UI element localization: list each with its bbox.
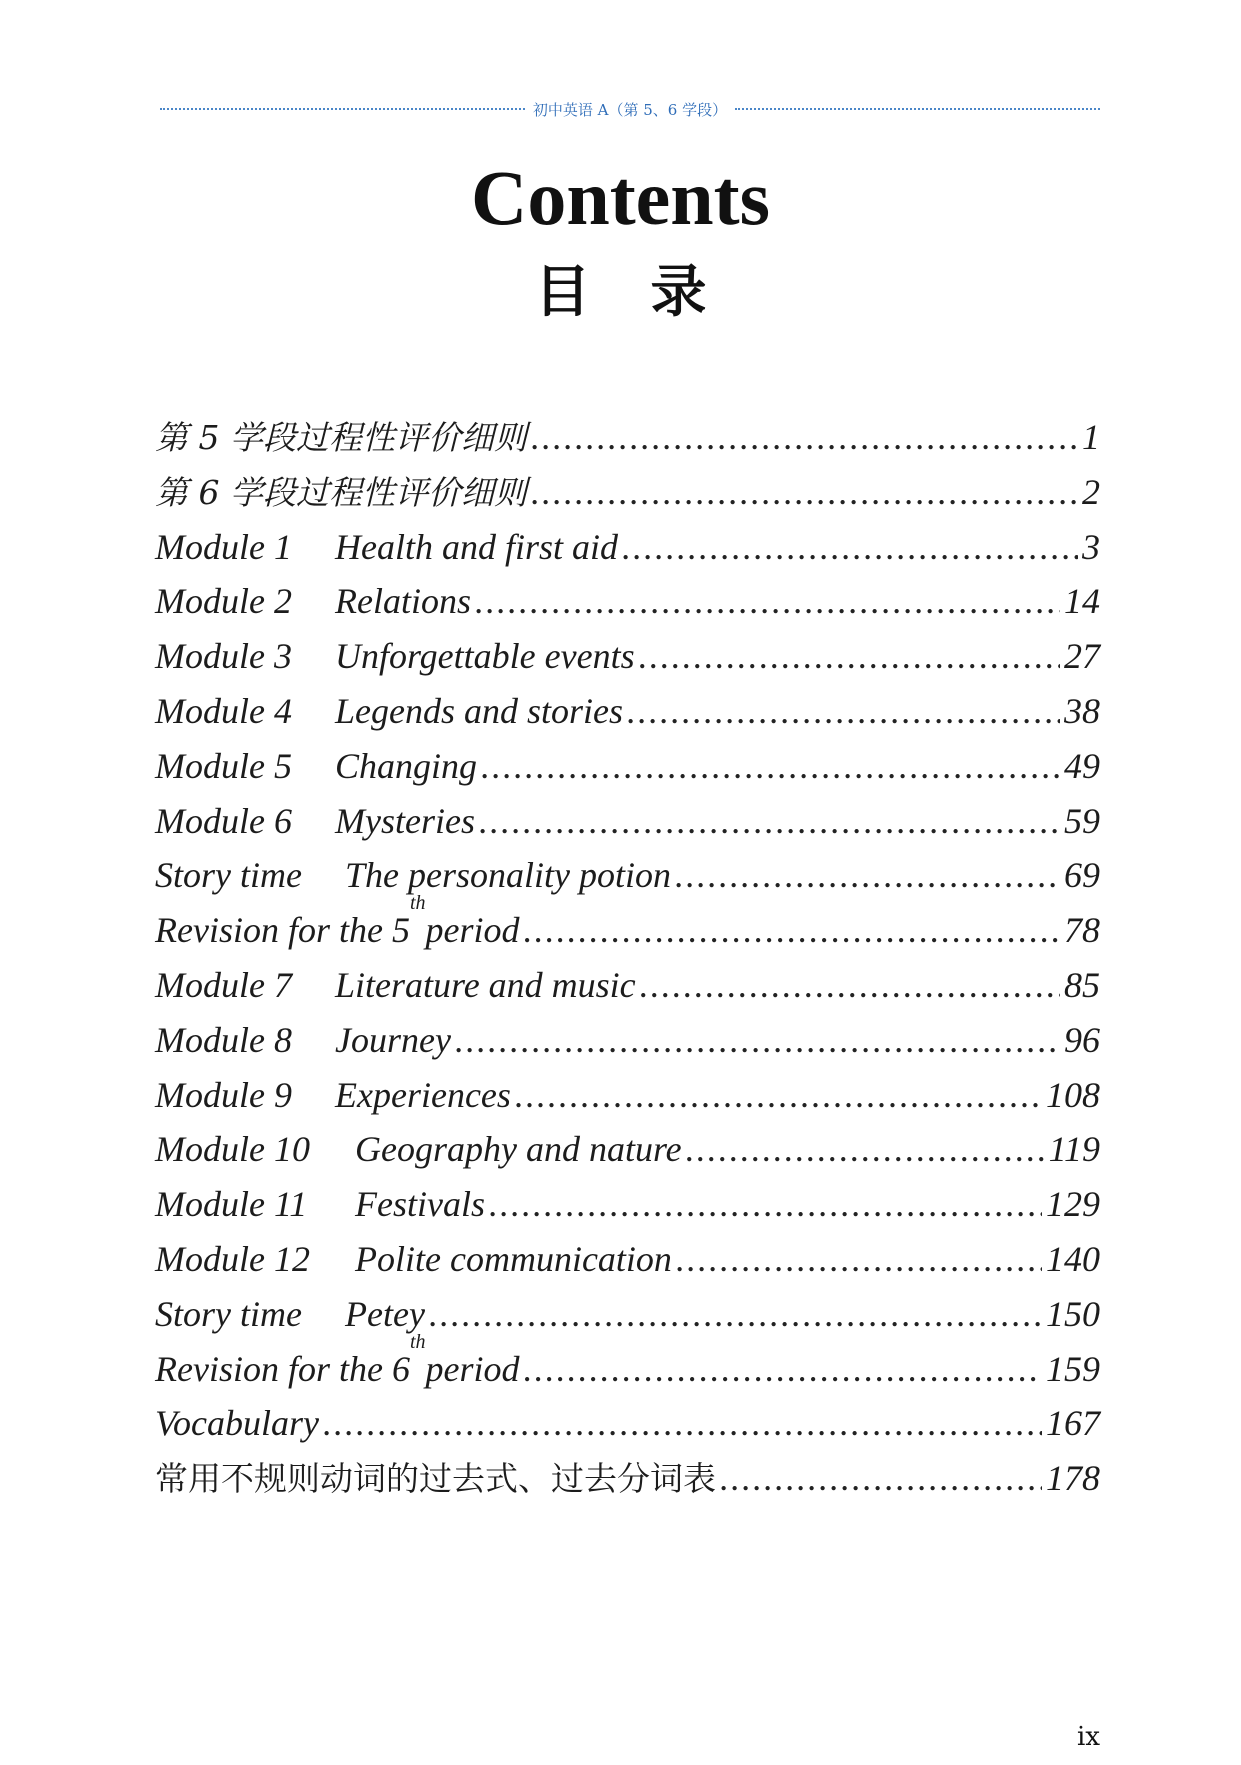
dot-leader [675,848,1060,902]
toc-entry-title: Polite communication [355,1238,672,1279]
toc-entry-label [155,520,618,574]
page-subtitle: 目录 [534,260,767,325]
toc-entry-title: Mysteries [335,800,475,841]
dot-leader [531,410,1078,464]
toc-entry-title: Geography and nature [355,1129,682,1170]
toc-entry-page: 2 [1082,471,1100,512]
toc-entry-page: 96 [1064,1019,1100,1060]
dot-leader [627,684,1060,738]
toc-entry-module: Module 3 [155,636,292,677]
toc-entry-label [155,1177,485,1231]
header-rule-left [160,108,525,110]
toc-entry-title: Changing [335,745,478,786]
toc-entry-label [155,684,623,738]
dot-leader [524,1342,1042,1396]
toc-entry-title: Journey [335,1019,451,1060]
toc-entry-title: Unforgettable events [335,636,635,677]
toc-entry-module: Module 8 [155,1019,292,1060]
toc-entry-title: Literature and music [335,964,636,1005]
dot-leader [531,465,1078,519]
toc-entry-label [155,739,477,793]
toc-entry[interactable] [155,465,1100,520]
toc-entry-page: 178 [1046,1458,1100,1499]
dot-leader [640,958,1060,1012]
toc-entry-title: Vocabulary [155,1403,319,1444]
running-header [160,94,1100,124]
toc-entry-module: Module 2 [155,581,292,622]
toc-entry-module: Module 5 [155,745,292,786]
toc-entry-label [155,794,475,848]
dot-leader [455,1013,1060,1067]
dot-leader [720,1451,1042,1505]
dot-leader [479,794,1060,848]
toc-entry-label [155,1013,451,1067]
toc-entry-title: Petey [345,1293,425,1334]
toc-entry[interactable] [155,1177,1100,1232]
toc-entry[interactable] [155,1451,1100,1506]
toc-entry[interactable] [155,520,1100,575]
dot-leader [639,629,1060,683]
page-title: Contents [470,154,770,241]
toc-entry-title: 第 6 学段过程性评价细则 [155,472,527,512]
table-of-contents [155,410,1100,1506]
toc-entry[interactable] [155,1232,1100,1287]
toc-entry[interactable] [155,684,1100,739]
toc-entry-label [155,892,520,957]
toc-entry[interactable] [155,794,1100,849]
toc-entry-page: 167 [1046,1403,1100,1444]
toc-entry-module: Module 9 [155,1074,292,1115]
toc-entry[interactable] [155,574,1100,629]
toc-entry-label [155,958,636,1012]
dot-leader [524,903,1060,957]
toc-entry[interactable] [155,1013,1100,1068]
toc-entry[interactable] [155,892,1100,958]
toc-entry-title: Legends and stories [335,690,623,731]
toc-entry[interactable] [155,1287,1100,1342]
toc-entry-page: 69 [1064,855,1100,896]
dot-leader [323,1396,1042,1450]
toc-entry[interactable] [155,739,1100,794]
toc-entry-label [155,466,527,520]
page-number: ⅸ [1077,1722,1100,1751]
toc-entry-title: Relations [335,581,471,622]
toc-entry-label [155,1330,520,1396]
toc-entry-page: 3 [1082,526,1100,567]
toc-entry[interactable] [155,1330,1100,1397]
toc-entry-superscript: th [409,892,426,915]
toc-entry-page: 49 [1064,745,1100,786]
toc-entry-page: 119 [1048,1129,1100,1170]
toc-entry-module: Module 12 [155,1238,310,1279]
toc-entry-module: Module 7 [155,964,292,1005]
toc-entry-superscript: th [409,1330,426,1353]
toc-entry-page: 129 [1046,1184,1100,1225]
toc-entry-module: Story time [155,855,302,896]
header-rule-right [735,108,1100,110]
toc-entry[interactable] [155,958,1100,1013]
dot-leader [481,739,1060,793]
toc-entry[interactable] [155,410,1100,465]
toc-entry-title: Experiences [335,1074,511,1115]
toc-entry-title: The personality potion [345,855,671,896]
toc-entry-module: Module 10 [155,1129,310,1170]
toc-entry-page: 85 [1064,964,1100,1005]
toc-entry[interactable] [155,629,1100,684]
toc-entry[interactable] [155,848,1100,903]
dot-leader [676,1232,1042,1286]
toc-entry-page: 159 [1046,1348,1100,1389]
toc-entry-page: 140 [1046,1238,1100,1279]
dot-leader [429,1287,1042,1341]
toc-entry-label [155,574,471,628]
dot-leader [622,520,1078,574]
toc-entry[interactable] [155,1068,1100,1123]
header-text: 初中英语 A（第 5、6 学段） [532,100,728,119]
toc-entry-module: Module 1 [155,526,292,567]
toc-entry[interactable] [155,1396,1100,1451]
toc-entry-page: 1 [1082,417,1100,457]
toc-entry-page: 38 [1064,690,1100,731]
toc-entry[interactable] [155,1122,1100,1177]
toc-entry-module: Module 11 [155,1184,308,1225]
toc-entry-label [155,411,527,465]
toc-entry-title: Revision for the 6 [155,1348,410,1389]
toc-entry-page: 108 [1046,1074,1100,1115]
toc-entry-title: Festivals [355,1184,485,1225]
dot-leader [515,1068,1042,1122]
dot-leader [686,1122,1045,1176]
dot-leader [475,574,1060,628]
toc-entry-module: Module 4 [155,690,292,731]
toc-entry-label [155,1068,511,1122]
toc-entry-title: 常用不规则动词的过去式、过去分词表 [155,1459,716,1499]
toc-entry-page: 59 [1064,800,1100,841]
toc-entry-label [155,1287,425,1341]
toc-entry-title-after: period [425,1348,520,1389]
toc-entry-title: Revision for the 5 [155,910,410,951]
toc-entry-module: Story time [155,1293,302,1334]
dot-leader [489,1177,1042,1231]
toc-entry-page: 78 [1064,910,1100,951]
toc-entry-page: 27 [1064,636,1100,677]
toc-entry-label [155,1396,319,1450]
toc-entry-label [155,1122,682,1176]
toc-entry-title-after: period [425,910,520,951]
toc-entry-title: 第 5 学段过程性评价细则 [155,418,527,457]
toc-entry-label [155,629,635,683]
toc-entry-label [155,1232,672,1286]
toc-entry-page: 150 [1046,1293,1100,1334]
toc-entry-page: 14 [1064,581,1100,622]
toc-entry-module: Module 6 [155,800,292,841]
toc-entry-label [155,1452,716,1506]
toc-entry-title: Health and first aid [335,526,619,567]
